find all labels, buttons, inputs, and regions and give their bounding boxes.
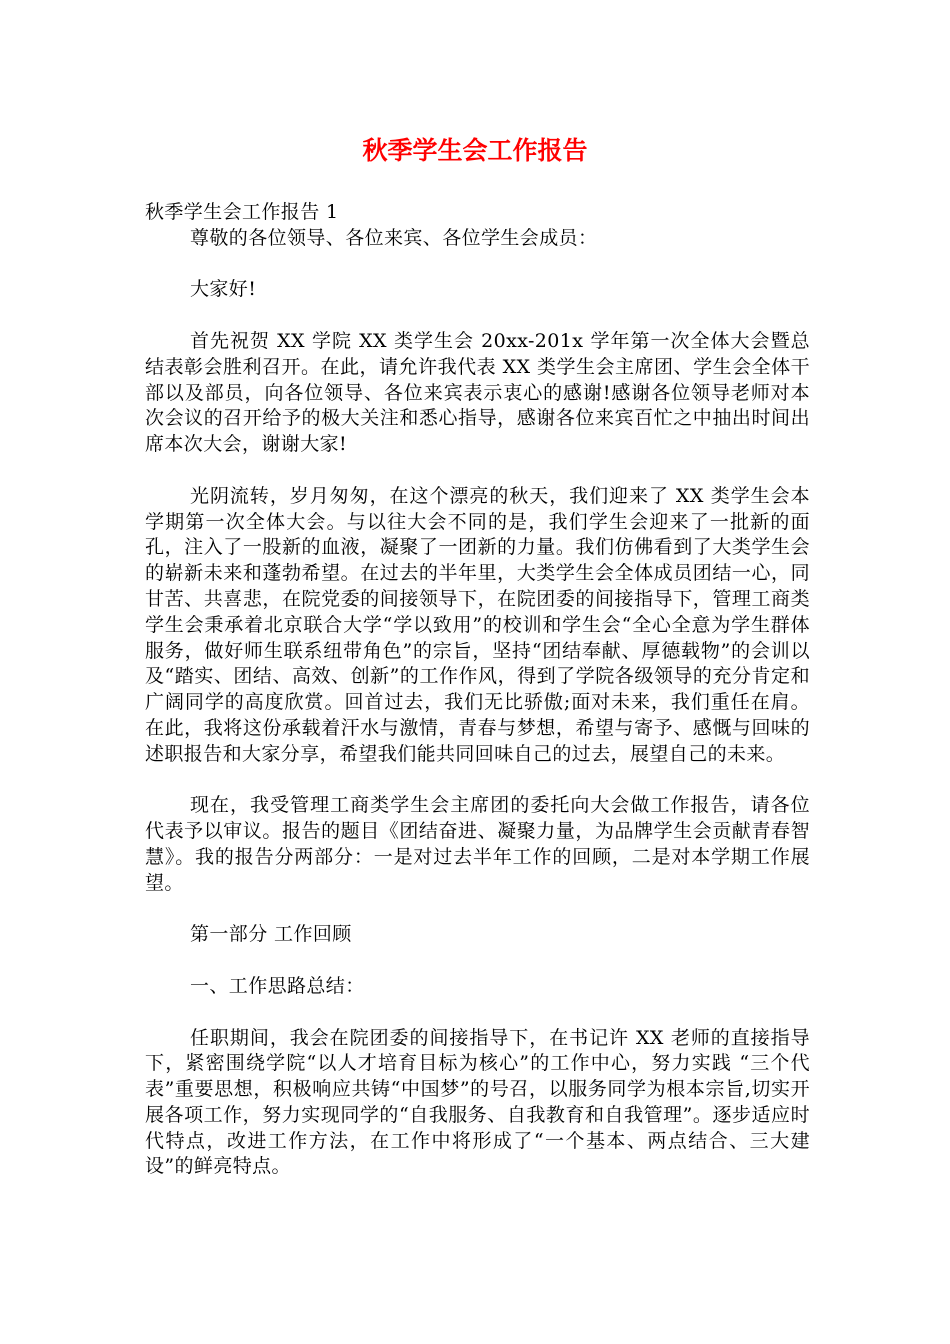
section-heading-work-summary: 一、工作思路总结： (190, 974, 365, 997)
document-body (145, 200, 810, 1206)
section-heading-part-one: 第一部分 工作回顾 (190, 923, 352, 946)
document-subtitle: 秋季学生会工作报告 1 (145, 201, 339, 223)
review-paragraph: 光阴流转，岁月匆匆，在这个漂亮的秋天，我们迎来了 XX 类学生会本学期第一次全体大会。与以往大会不同的是，我们学生会迎来了一批新的面孔，注入了一股新的血液，凝聚了一团新的力量。我们仿佛看到了大类学生会的崭新未来和蓬勃希望。在过去的半年里，大类学生会全体成员团结一心，同甘苦、共喜悲，在院党委的间接领导下，在院团委的间接指导下，管理工商类学生会秉承着北京联合大学“学以致用”的校训和学生会“全心全意为学生群体服务，做好师生联系纽带角色”的宗旨，坚持“团结奉献、厚德载物”的会训以及“踏实、团结、高效、创新”的工作作风，得到了学院各级领导的充分肯定和广阔同学的高度欣赏。回首过去，我们无比骄傲;面对未来，我们重任在肩。在此，我将这份承载着汗水与激情，青春与梦想，希望与寄予、感慨与回味的述职报告和大家分享，希望我们能共同回味自己的过去，展望自己的未来。 (145, 484, 810, 765)
document-title: 秋季学生会工作报告 (362, 136, 588, 165)
report-intro-paragraph: 现在，我受管理工商类学生会主席团的委托向大会做工作报告，请各位代表予以审议。报告的题目《团结奋进、凝聚力量，为品牌学生会贡献青春智慧》。我的报告分两部分：一是对过去半年工作的回顾，二是对本学期工作展望。 (145, 794, 810, 894)
work-summary-paragraph: 任职期间，我会在院团委的间接指导下，在书记许 XX 老师的直接指导下，紧密围绕学院“以人才培育目标为核心”的工作中心，努力实践 “三个代表”重要思想，积极响应共铸“中国梦”的号召，以服务同学为根本宗旨,切实开展各项工作，努力实现同学的“自我服务、自我教育和自我管理”。逐步适应时代特点，改进工作方法，在工作中将形成了“一个基本、两点结合、三大建设”的鲜亮特点。 (145, 1026, 810, 1178)
salutation-paragraph: 尊敬的各位领导、各位来宾、各位学生会成员： (190, 226, 598, 249)
opening-paragraph: 首先祝贺 XX 学院 XX 类学生会 20xx-201x 学年第一次全体大会暨总结表彰会胜利召开。在此，请允许我代表 XX 类学生会主席团、学生会全体干部以及部员，向各位领导、各位来宾表示衷心的感谢!感谢各位领导老师对本次会议的召开给予的极大关注和悉心指导，感谢各位来宾百忙之中抽出时间出席本次大会，谢谢大家! (145, 329, 810, 456)
greeting-paragraph: 大家好! (190, 278, 257, 301)
